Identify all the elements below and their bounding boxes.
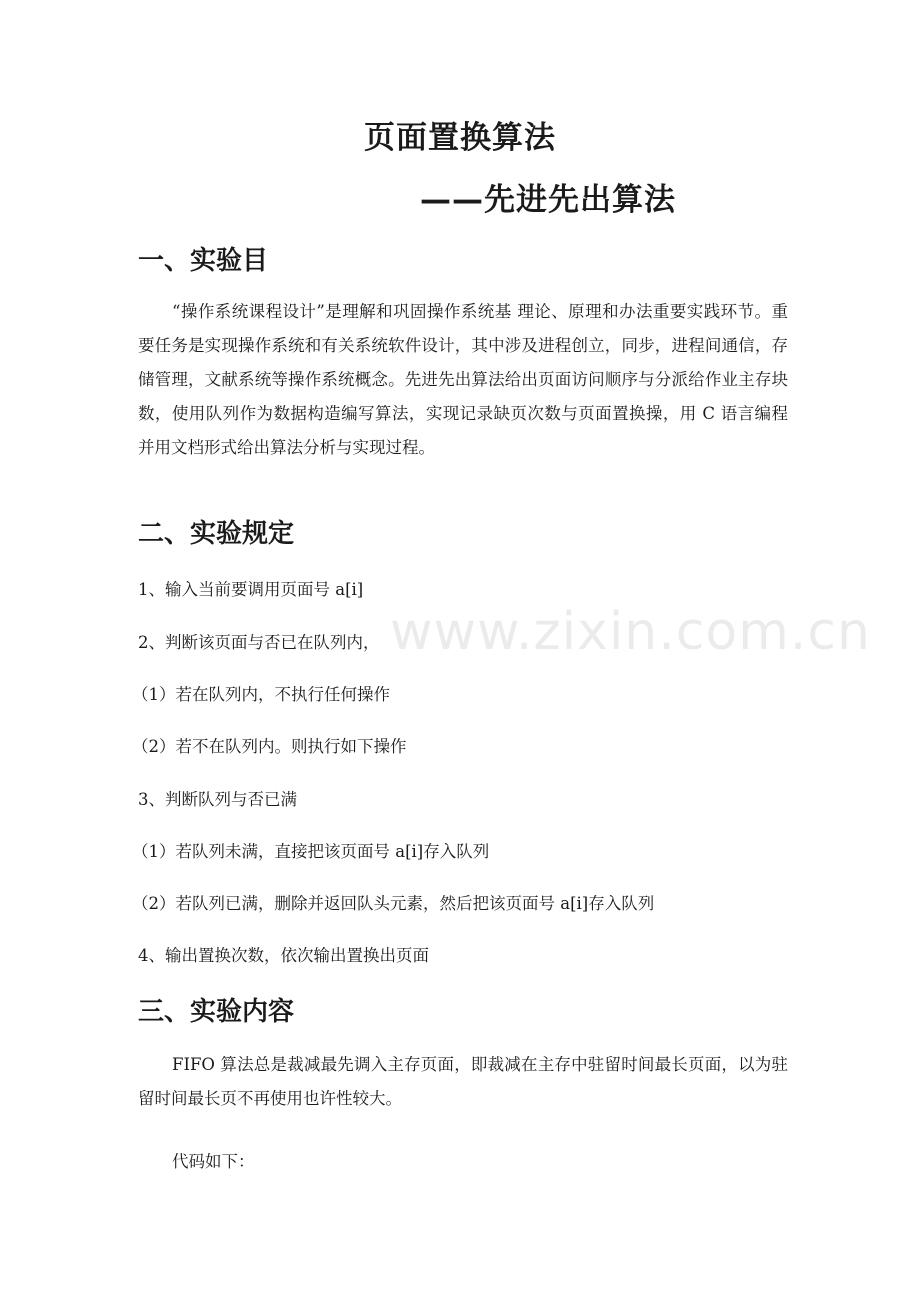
document-title: 页面置换算法: [364, 120, 556, 156]
purpose-paragraph-text: “操作系统课程设计”是理解和巩固操作系统基 理论、原理和办法重要实践环节。重要任务是实现操作系统和有关系统软件设计，其中涉及进程创立，同步，进程间通信，存储管理，文献系统等操作系统概念。先进先出算法给出页面访问顺序与分派给作业主存块数，使用队列作为数据构造编写算法，实现记录缺页次数与页面置换操，用 C 语言编程并用文档形式给出算法分析与实现过程。: [138, 302, 788, 457]
purpose-paragraph: [138, 295, 788, 465]
requirement-item: 4、输出置换次数，依次输出置换出页面: [138, 946, 429, 965]
content-paragraph: [138, 1048, 788, 1116]
section-heading-requirements: 二、实验规定: [138, 519, 295, 549]
document-subtitle: ——先进先出算法: [420, 182, 676, 218]
watermark-text: www.zixin.com.cn: [390, 602, 871, 662]
code-intro: 代码如下：: [172, 1152, 255, 1171]
requirement-item: （1）若队列未满，直接把该页面号 a[i]存入队列: [132, 842, 490, 861]
section-heading-content: 三、实验内容: [138, 997, 295, 1027]
requirement-item: （2）若队列已满，删除并返回队头元素，然后把该页面号 a[i]存入队列: [132, 894, 655, 913]
content-paragraph-text: FIFO 算法总是裁减最先调入主存页面，即裁减在主存中驻留时间最长页面，以为驻留时间最长页不再使用也许性较大。: [138, 1055, 788, 1108]
requirement-item: （2）若不在队列内。则执行如下操作: [132, 737, 407, 756]
requirement-item: （1）若在队列内，不执行任何操作: [132, 685, 390, 704]
requirement-item: 2、判断该页面与否已在队列内，: [138, 633, 380, 652]
section-heading-purpose: 一、实验目: [138, 246, 269, 276]
requirement-item: 1、输入当前要调用页面号 a[i]: [138, 580, 364, 599]
requirement-item: 3、判断队列与否已满: [138, 790, 297, 809]
